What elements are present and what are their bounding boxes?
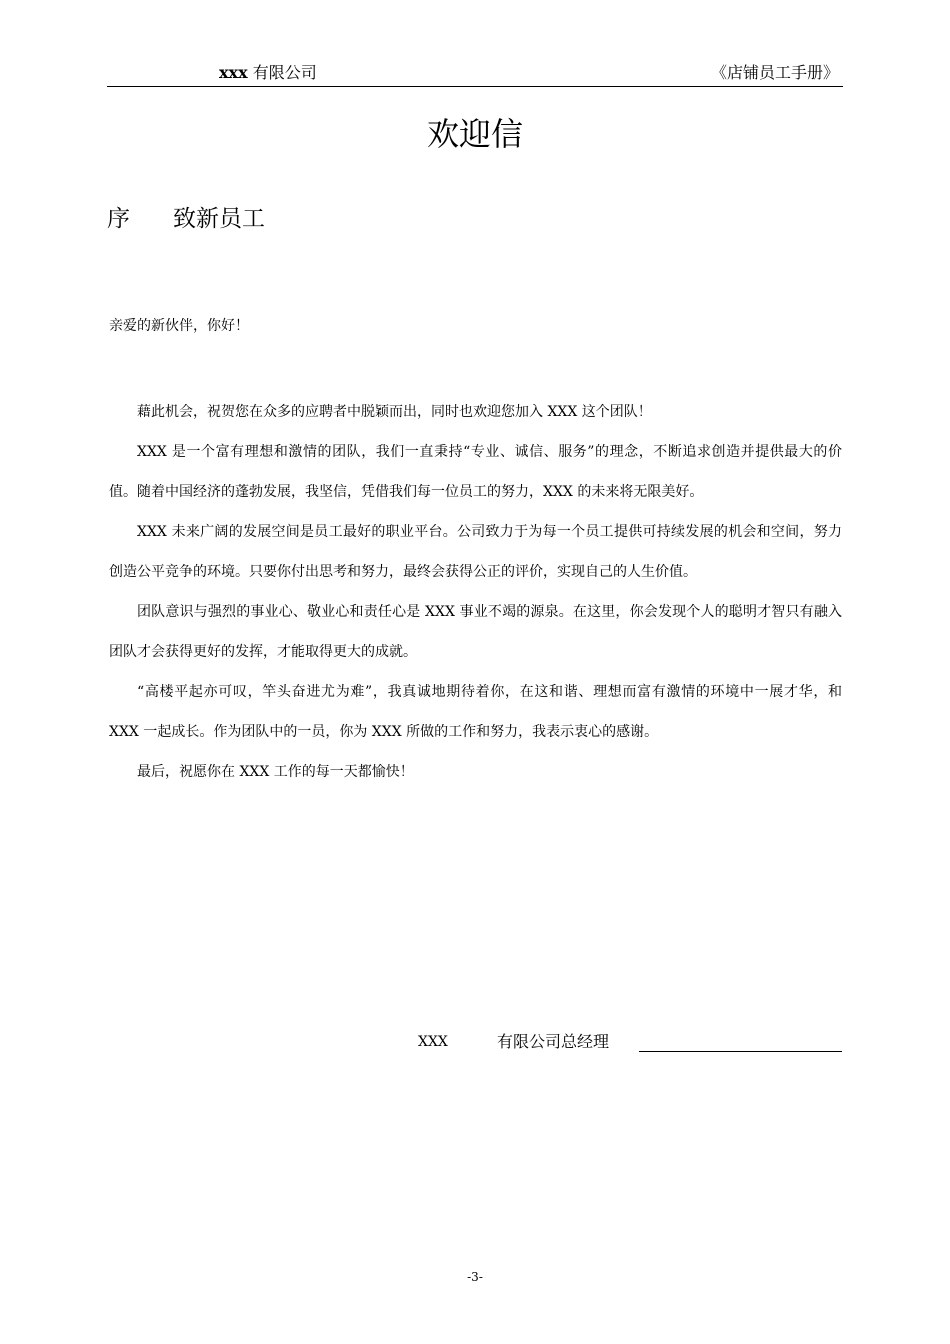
greeting: 亲爱的新伙伴，你好！: [109, 318, 249, 334]
header-manual-title: 《店铺员工手册》: [710, 63, 839, 82]
page-title: 欢迎信: [426, 115, 523, 153]
signature-line: [639, 1051, 842, 1052]
header-company-name: 有限公司: [252, 63, 317, 82]
section-heading: [107, 203, 265, 235]
signature-company-code: XXX: [418, 1034, 448, 1050]
section-number: 序: [107, 206, 130, 232]
header-company-code: xxx: [219, 63, 248, 82]
paragraph: “高楼平起亦可叹，竿头奋进尤为难”，我真诚地期待着你，在这和谐、理想而富有激情的环境中一展才华，和 XXX 一起成长。作为团队中的一员，你为 XXX 所做的工作和努力，我表示衷心的感谢。: [109, 684, 842, 740]
paragraph: 藉此机会，祝贺您在众多的应聘者中脱颖而出，同时也欢迎您加入 XXX 这个团队！: [137, 404, 652, 420]
paragraph: 最后，祝愿你在 XXX 工作的每一天都愉快！: [137, 764, 414, 780]
signature-block: [418, 1028, 842, 1056]
paragraph: XXX 未来广阔的发展空间是员工最好的职业平台。公司致力于为每一个员工提供可持续发展的机会和空间，努力创造公平竞争的环境。只要你付出思考和努力，最终会获得公正的评价，实现自己的人生价值。: [109, 524, 842, 580]
header-company: [219, 60, 317, 83]
page-number: -3-: [467, 1270, 483, 1284]
paragraph: XXX 是一个富有理想和激情的团队，我们一直秉持“专业、诚信、服务”的理念，不断追求创造并提供最大的价值。随着中国经济的蓬勃发展，我坚信，凭借我们每一位员工的努力，XXX 的未来将无限美好。: [109, 444, 842, 500]
signature-title: 有限公司总经理: [497, 1032, 610, 1051]
letter-body: [109, 392, 842, 792]
paragraph: 团队意识与强烈的事业心、敬业心和责任心是 XXX 事业不竭的源泉。在这里，你会发现个人的聪明才智只有融入团队才会获得更好的发挥，才能取得更大的成就。: [109, 604, 842, 660]
page-header: [107, 58, 843, 87]
section-title: 致新员工: [173, 206, 265, 232]
